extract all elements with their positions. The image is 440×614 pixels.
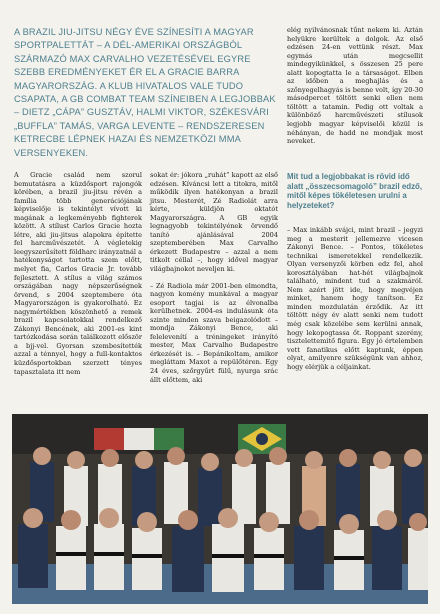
group-photo-illustration: [12, 414, 428, 604]
body-column-2-paragraph-2: – Zé Radiola már 2001-ben elmondta, nagyon komény munkával a magyar esoport tagjai is az élvonalba kerülhetnek. 2004-es indulásunk óta szinte minden szava beigazolódott – mondja Zákonyi Bence, aki felelevenítí a tréningeket irányító mester, Max Carvalho Budapestre érkezését is. – Bepánikoltam, amikor megláttam Maxot a repülőtéren. Egy 24 éves, szőrgyűrt fülű, nyurga srác állt előttem, aki: [150, 281, 278, 384]
body-column-2-paragraph-1: sokat ér: jókora „ruhát” kapott az első edzésen. Kíváncsi lett a titokra, mitől működik ilyen hatékonyan a brazil jitsu. Mesterét, Zé Radiolát arra kérte, küldjön oktatót Magyarországra. A GB egyik legnagyobb tekintélyének örvendő tanító ajánlásával 2004 szeptemberében Max Carvalho érkezett Budapestre – azzal a nem titkolt céllal –, hogy idővel magyar világbajnokot neveljen ki.: [150, 171, 278, 274]
body-column-1: A Gracie család nem szorul bemutatásra a küzdősport rajongók körében, a brazil jiu-jitsu révén a família több generációjának képviselője is tekintélyt vívott ki magának a legkeményebb fighterek között. A stílust Carlos Gracie hozta létre, aki jiu-jitsus alapokra építette fel harcművészetét. A végletekig leegyszerűsített földharc irányzatnál a hatékonyságot tartotta szem előtt, melyet fia, Carlos Gracie Jr. tovább fejlesztett. A stílus a világ számos országában nagy népszerűségnek örvend, s 2004 szeptembere óta Magyarországon is gyakorolható. Ez nagymértékben köszönhető a remek brazil kapcsolatokkal rendelkező Zákonyi Bencének, aki 2001-es kint tartózkodása során találkozott először a bjj-vel. Gyorsan szembesítették azzal a ténnyel, hogy a full-kontaktos küzdősportokban szerzett tényes tapasztalata itt nem: [14, 171, 142, 376]
flag: [94, 428, 124, 450]
body-column-3-top: elég nyilvánosnak tűnt nekem ki. Aztán helyükre kerültek a dolgok. Az első edzésen 24-en vettünk részt. Max egymás után megcsellit mindegyikünkkel, s összesen 25 pere alatt kopogtatta le a társaságot. Elben az időben a meghajlás és a szőnyegelhagyás is benne volt, így 20-30 másodpercet töltött senki ellen nem töltött a tatamin. Pedig ott voltak a különböző harcművészeti stílusok legjobb magyar képviselői közül is néhányan, de hadd ne mondjak most neveket.: [287, 26, 423, 146]
body-column-3-bottom: – Max inkább svájci, mint brazil – jegyzi meg a mesterit jellemezve vicesen Zákonyi Bence. – Pontos, tökéletes technikai ismeretekkel rendelkezik. Olyan versenyzői körben edz fel, ahol korosztályában hat-hét világbajnok található, mindent tud a szakmáról. Nem azért jött ide, hogy megvéjen minket, hanem hogy tanítson. Ez minden mozdulatán érződik. Az itt töltött négy év alatt senki nem tudott még csak közelébe sem kerülni annak, hogy lekopogtassa őt. Roppant szerény, tisztelettemitő figura. Egy jó értelemben vett fanatikus előtt kaptunk, éppen olyat, amilyenre szükségünk van ahhoz, hogy elérjük a céljainkat.: [287, 226, 423, 371]
body-column-2: [150, 171, 278, 384]
group-photo: [12, 414, 428, 604]
interview-question: Mit tud a legjobbakat is rövid idő alatt „összecsomagoló” brazil edző, mitől képes tökéletesen urulni a helyzeteket?: [287, 172, 423, 210]
lead-paragraph: A BRAZIL JIU-JITSU NÉGY ÉVE SZÍNESÍTI A MAGYAR SPORTPALETTÁT – A DÉL-AMERIKAI ORSZÁGBÓL SZÁRMAZÓ MAX CARVALHO VEZETÉSÉVEL EGYRE SZEBB EREDMÉNYEKET ÉR EL A GRACIE BARRA MAGYARORSZÁG. A KLUB HIVATALOS VALE TUDO CSAPATA, A GB COMBAT TEAM SZÍNEIBEN A LEGJOBBAK – DIETZ „CÁPA” GUSZTÁV, HALMI VIKTOR, SZÉKESVÁRI „BUFFLA” TAMÁS, VARGA LEVENTE – RENDSZERESEN KETRECBE LÉPNEK HAZAI ÉS NEMZETKÖZI MMA VERSENYEKEN.: [14, 27, 276, 158]
